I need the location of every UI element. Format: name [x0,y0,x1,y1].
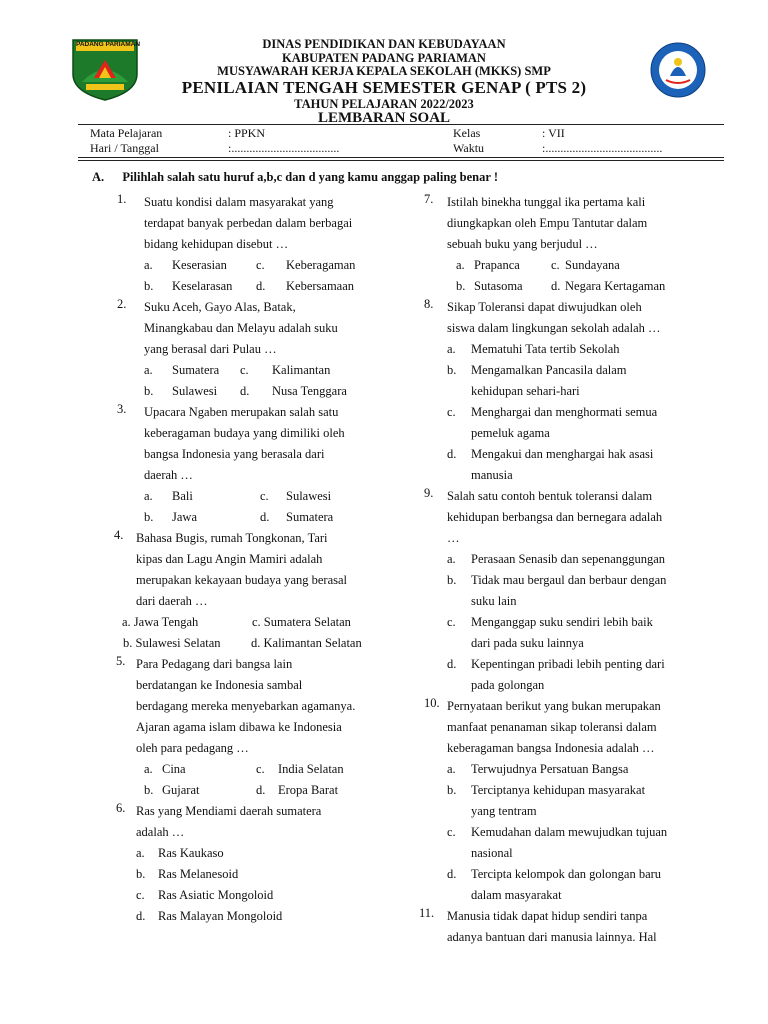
question-3 [112,402,402,528]
subject-label: Mata Pelajaran [90,126,163,140]
option-text: Ras Melanesoid [158,867,239,881]
question-line: Salah satu contoh bentuk toleransi dalam [447,489,653,503]
option-text: Sumatera [172,363,220,377]
question-line: oleh para pedagang … [136,741,249,755]
left-column [112,192,402,927]
instruction-text: Pilihlah salah satu huruf a,b,c dan d yang kamu anggap paling benar ! [122,170,498,184]
option-letter: a. [447,342,456,356]
option-letter: c. [256,258,265,272]
option-row [144,381,402,402]
exam-title: PENILAIAN TENGAH SEMESTER GENAP ( PTS 2) [181,78,587,97]
option-row [136,759,402,780]
option-letter: c. [447,405,456,419]
option-letter: b. [144,384,154,398]
question-line: berdatangan ke Indonesia sambal [136,678,303,692]
question-number: 3. [117,402,127,416]
option-letter: c. [260,489,269,503]
option-letter: b. [144,510,154,524]
option-text: pada golongan [471,678,545,692]
option-continuation [447,633,714,654]
question-9 [424,486,714,696]
option-text: Terwujudnya Persatuan Bangsa [471,762,629,776]
question-line: Bahasa Bugis, rumah Tongkonan, Tari [136,531,328,545]
option-row [447,360,714,381]
option-b: b. Sulawesi Selatan [123,636,221,650]
option-letter: d. [240,384,250,398]
question-line: dari daerah … [136,594,208,608]
option-row [144,507,402,528]
option-letter: d. [447,447,457,461]
header-line-2: KABUPATEN PADANG PARIAMAN [282,51,486,65]
option-letter: c. [447,825,456,839]
question-line: siswa dalam lingkungan sekolah adalah … [447,321,661,335]
option-text: Cina [162,762,186,776]
option-letter: a. [136,846,145,860]
option-continuation [447,423,714,444]
option-text: Terciptanya kehidupan masyarakat [471,783,646,797]
question-line: Suatu kondisi dalam masyarakat yang [144,195,334,209]
option-continuation [447,801,714,822]
option-text: Jawa [172,510,197,524]
option-continuation [447,885,714,906]
question-number: 6. [116,801,126,815]
question-line: kehidupan berbangsa dan bernegara adalah [447,510,663,524]
option-text: India Selatan [278,762,344,776]
question-6 [112,801,402,927]
option-letter: b. [144,279,154,293]
option-letter: a. [144,363,153,377]
question-4 [112,528,402,654]
option-row [136,780,402,801]
bottom-rule-1 [78,157,724,158]
option-row [447,822,714,843]
option-letter: c. [551,258,560,272]
day-label: Hari / Tanggal [90,141,159,155]
option-text: Tidak mau bergaul dan berbaur dengan [471,573,667,587]
option-text: Gujarat [162,783,200,797]
time-label: Waktu [453,141,485,155]
option-continuation [447,465,714,486]
option-text: Keserasian [172,258,227,272]
option-text: Eropa Barat [278,783,339,797]
question-line: … [447,531,460,545]
option-letter: d. [136,909,146,923]
option-continuation [447,843,714,864]
option-text: kehidupan sehari-hari [471,384,580,398]
option-letter: a. [447,762,456,776]
logo-left-text: PADANG PARIAMAN [76,41,141,48]
option-text: Kebersamaan [286,279,355,293]
question-number: 10. [424,696,440,710]
question-line: keberagaman bangsa Indonesia adalah … [447,741,655,755]
option-text: Mematuhi Tata tertib Sekolah [471,342,620,356]
option-row [447,444,714,465]
option-text: Kepentingan pribadi lebih penting dari [471,657,665,671]
option-text: Sulawesi [172,384,218,398]
option-row [447,780,714,801]
option-text: suku lain [471,594,517,608]
option-text: Bali [172,489,193,503]
option-continuation [447,675,714,696]
question-line: Pernyataan berikut yang bukan merupakan [447,699,661,713]
option-text: Tercipta kelompok dan golongan baru [471,867,662,881]
option-row [447,402,714,423]
option-text: Prapanca [474,258,520,272]
option-letter: d. [551,279,561,293]
option-text: dari pada suku lainnya [471,636,584,650]
option-d: d. Kalimantan Selatan [251,636,362,650]
time-value: :....................................... [542,141,663,155]
option-row [144,486,402,507]
question-line: daerah … [144,468,193,482]
question-8 [424,297,714,486]
question-line: sebuah buku yang berjudul … [447,237,598,251]
option-text: Negara Kertagaman [565,279,666,293]
section-instruction [92,170,498,185]
option-text: Menghargai dan menghormati semua [471,405,658,419]
option-letter: b. [456,279,466,293]
option-letter: d. [447,657,457,671]
option-letter: b. [447,783,457,797]
option-text: pemeluk agama [471,426,550,440]
question-number: 1. [117,192,127,206]
day-value: :.................................... [228,141,340,155]
question-line: adanya bantuan dari manusia lainnya. Hal [447,930,657,944]
question-line: Manusia tidak dapat hidup sendiri tanpa [447,909,648,923]
question-line: Upacara Ngaben merupakan salah satu [144,405,339,419]
question-line: diungkapkan oleh Empu Tantutar dalam [447,216,648,230]
question-line: Ras yang Mendiami daerah sumatera [136,804,322,818]
option-row [122,612,402,633]
question-line: Istilah binekha tunggal ika pertama kali [447,195,646,209]
question-line: manfaat penanaman sikap toleransi dalam [447,720,657,734]
question-number: 5. [116,654,126,668]
option-letter: d. [256,279,266,293]
option-text: Menganggap suku sendiri lebih baik [471,615,653,629]
option-row [136,906,402,927]
option-row [144,255,402,276]
right-column [419,192,714,948]
option-row [447,339,714,360]
option-text: Sutasoma [474,279,523,293]
question-line: bidang kehidupan disebut … [144,237,289,251]
option-letter: a. [144,489,153,503]
option-text: Kalimantan [272,363,331,377]
bottom-rule-2 [78,160,724,161]
question-number: 8. [424,297,434,311]
question-line: berdagang mereka menyebarkan agamanya. [136,699,356,713]
option-letter: b. [447,363,457,377]
question-7 [424,192,714,297]
question-number: 9. [424,486,434,500]
subject-value: : PPKN [228,126,266,140]
option-continuation [447,591,714,612]
option-letter: b. [447,573,457,587]
option-text: Sumatera [286,510,334,524]
academic-year: TAHUN PELAJARAN 2022/2023 [294,97,474,111]
question-number: 7. [424,192,434,206]
option-text: Keselarasan [172,279,233,293]
top-rule [78,124,724,125]
question-number: 2. [117,297,127,311]
class-value: : VII [542,126,565,140]
option-row [136,864,402,885]
option-text: dalam masyarakat [471,888,562,902]
question-1 [112,192,402,297]
option-text: manusia [471,468,513,482]
option-text: Mengamalkan Pancasila dalam [471,363,627,377]
question-line: Ajaran agama islam dibawa ke Indonesia [136,720,342,734]
option-letter: c. [256,762,265,776]
option-text: Kemudahan dalam mewujudkan tujuan [471,825,668,839]
question-number: 11. [419,906,435,920]
question-line: yang berasal dari Pulau … [144,342,277,356]
option-letter: c. [240,363,249,377]
option-row [144,360,402,381]
option-row [447,570,714,591]
question-line: keberagaman budaya yang dimiliki oleh [144,426,345,440]
option-row [447,255,714,276]
option-row [144,276,402,297]
option-a: a. Jawa Tengah [122,615,199,629]
question-line: Sikap Toleransi dapat diwujudkan oleh [447,300,642,314]
option-letter: c. [447,615,456,629]
option-letter: d. [256,783,266,797]
option-row [447,864,714,885]
question-line: terdapat banyak perbedan dalam berbagai [144,216,353,230]
option-letter: a. [144,258,153,272]
option-letter: b. [144,783,154,797]
question-11 [419,906,714,948]
option-text: Ras Kaukaso [158,846,224,860]
option-row [447,759,714,780]
option-text: Sundayana [565,258,620,272]
question-2 [112,297,402,402]
option-letter: b. [136,867,146,881]
sheet-title: LEMBARAN SOAL [317,110,451,126]
option-text: yang tentram [471,804,537,818]
option-row [136,885,402,906]
option-row [447,276,714,297]
question-10 [424,696,714,906]
option-letter: d. [447,867,457,881]
question-line: Minangkabau dan Melayu adalah suku [144,321,338,335]
option-c: c. Sumatera Selatan [252,615,351,629]
option-text: Nusa Tenggara [272,384,347,398]
option-letter: a. [447,552,456,566]
question-line: Para Pedagang dari bangsa lain [136,657,293,671]
option-row [123,633,402,654]
option-text: nasional [471,846,513,860]
option-row [447,654,714,675]
option-letter: c. [136,888,145,902]
option-continuation [447,381,714,402]
question-line: adalah … [136,825,185,839]
option-letter: d. [260,510,270,524]
option-text: Ras Malayan Mongoloid [158,909,283,923]
class-label: Kelas [453,126,481,140]
option-letter: a. [144,762,153,776]
question-5 [112,654,402,801]
option-text: Keberagaman [286,258,356,272]
question-number: 4. [114,528,124,542]
option-row [447,549,714,570]
option-text: Ras Asiatic Mongoloid [158,888,274,902]
question-line: merupakan kekayaan budaya yang berasal [136,573,348,587]
header-line-1: DINAS PENDIDIKAN DAN KEBUDAYAAN [262,37,506,51]
question-line: bangsa Indonesia yang berasala dari [144,447,325,461]
option-row [136,843,402,864]
section-letter: A. [92,170,105,184]
option-text: Perasaan Senasib dan sepenanggungan [471,552,666,566]
option-letter: a. [456,258,465,272]
question-line: Suku Aceh, Gayo Alas, Batak, [144,300,296,314]
option-text: Mengakui dan menghargai hak asasi [471,447,654,461]
header-line-3: MUSYAWARAH KERJA KEPALA SEKOLAH (MKKS) SMP [217,64,551,78]
option-row [447,612,714,633]
option-text: Sulawesi [286,489,332,503]
question-line: kipas dan Lagu Angin Mamiri adalah [136,552,323,566]
